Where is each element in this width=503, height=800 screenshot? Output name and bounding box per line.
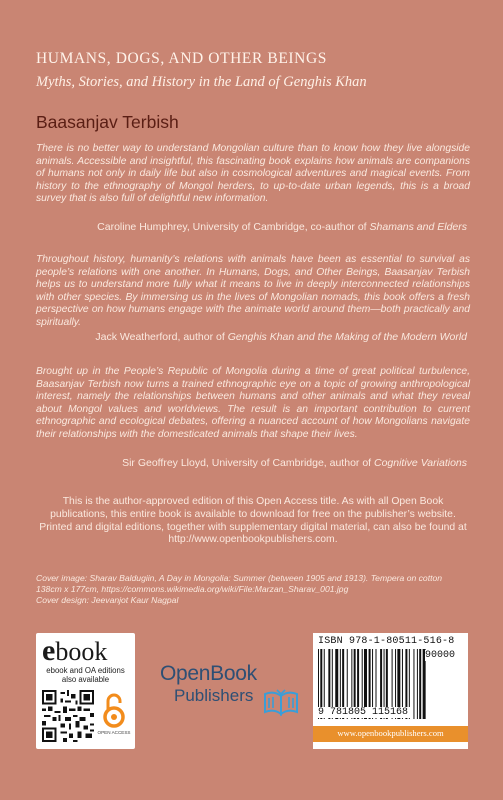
endorser-name: Caroline Humphrey, University of Cambridge, co-author of: [97, 221, 370, 233]
open-access-note: This is the author-approved edition of this Open Access title. As with all Open Book publications, this entire book is available to download for free on the publisher’s website. Printed and digital editions, together with supplementary digital material, can also be found at http://www.openbookpublishers.com.: [39, 496, 467, 546]
endorser-name: Jack Weatherford, author of: [95, 331, 228, 343]
endorser-work: Shamans and Elders: [369, 221, 467, 233]
ebook-badge: [36, 633, 135, 749]
endorsement-quote: Throughout history, humanity’s relations with animals have been as essential to survival as people’s relations with one another. In Humans, Dogs, and Other Beings, Baasanjav Terbish helps us to understand more fully what it means to live in deeply interconnected relationships with other species. By immersing us in the lives of Mongolian nomads, this book offers a fresh perspective on how humans engage with the animate world around them—both practically and spiritually.: [36, 254, 470, 328]
endorsement-attribution: [122, 457, 467, 469]
endorser-work: Cognitive Variations: [374, 457, 467, 469]
isbn-number: ISBN 978-1-80511-516-8: [318, 636, 455, 647]
endorsement-attribution: [97, 221, 467, 233]
book-subtitle: Myths, Stories, and History in the Land of Genghis Khan: [36, 74, 367, 90]
qr-code-icon: [42, 690, 94, 742]
endorser-name: Sir Geoffrey Lloyd, University of Cambridge, author of: [122, 457, 374, 469]
endorsement-quote: Brought up in the People’s Republic of Mongolia during a time of great political turbulence, Baasanjav Terbish now turns a trained ethnographic eye on a topic of growing anthropological interest, namely the relationships between humans and other animals and what they reveal about Mongol values and worldviews. The result is an important contribution to current ethnographic and ecological debates, offering a nuanced account of how Mongolians navigate their relationships with the domesticated animals that shape their lives.: [36, 366, 470, 440]
endorser-work: Genghis Khan and the Making of the Modern World: [227, 331, 467, 343]
publisher-name: OpenBook: [160, 662, 257, 685]
open-access-lock-icon: [97, 689, 131, 741]
cover-credits: [36, 573, 470, 606]
publisher-subname: Publishers: [174, 686, 254, 705]
open-book-icon: [263, 688, 299, 716]
cover-image-credit: Cover image: Sharav Baldugiin, A Day in Mongolia: Summer (between 1905 and 1913). Tempera on cotton 138cm x 177cm, https://commons.wikimedia.org/wiki/File:Marzan_Sharav_001.jpg: [36, 573, 443, 594]
cover-design-credit: Cover design: Jeevanjot Kaur Nagpal: [36, 595, 179, 605]
ebook-logo: ebook: [42, 634, 108, 667]
isbn-barcode: [313, 633, 468, 749]
oa-label: OPEN ACCESS: [97, 730, 131, 735]
publisher-logo: [160, 662, 300, 722]
publisher-url: www.openbookpublishers.com: [337, 728, 444, 738]
ean-number: 9 781805 115168: [318, 707, 409, 718]
ebook-availability-text: ebook and OA editions also available: [46, 666, 125, 684]
endorsement-quote: There is no better way to understand Mongolian culture than to know how they live alongside animals. Accessible and insightful, this fascinating book explains how animals are companions of humans not only in daily life but also in cosmological adventures and magical events. From history to the ethnography of Mongol herders, to up-to-date urban legends, this is a broad survey that is also full of delightful new information.: [36, 143, 470, 205]
price-code: 90000: [425, 650, 456, 661]
book-author: Baasanjav Terbish: [36, 112, 179, 132]
endorsement-attribution: [95, 331, 467, 343]
book-title: HUMANS, DOGS, AND OTHER BEINGS: [36, 50, 327, 67]
